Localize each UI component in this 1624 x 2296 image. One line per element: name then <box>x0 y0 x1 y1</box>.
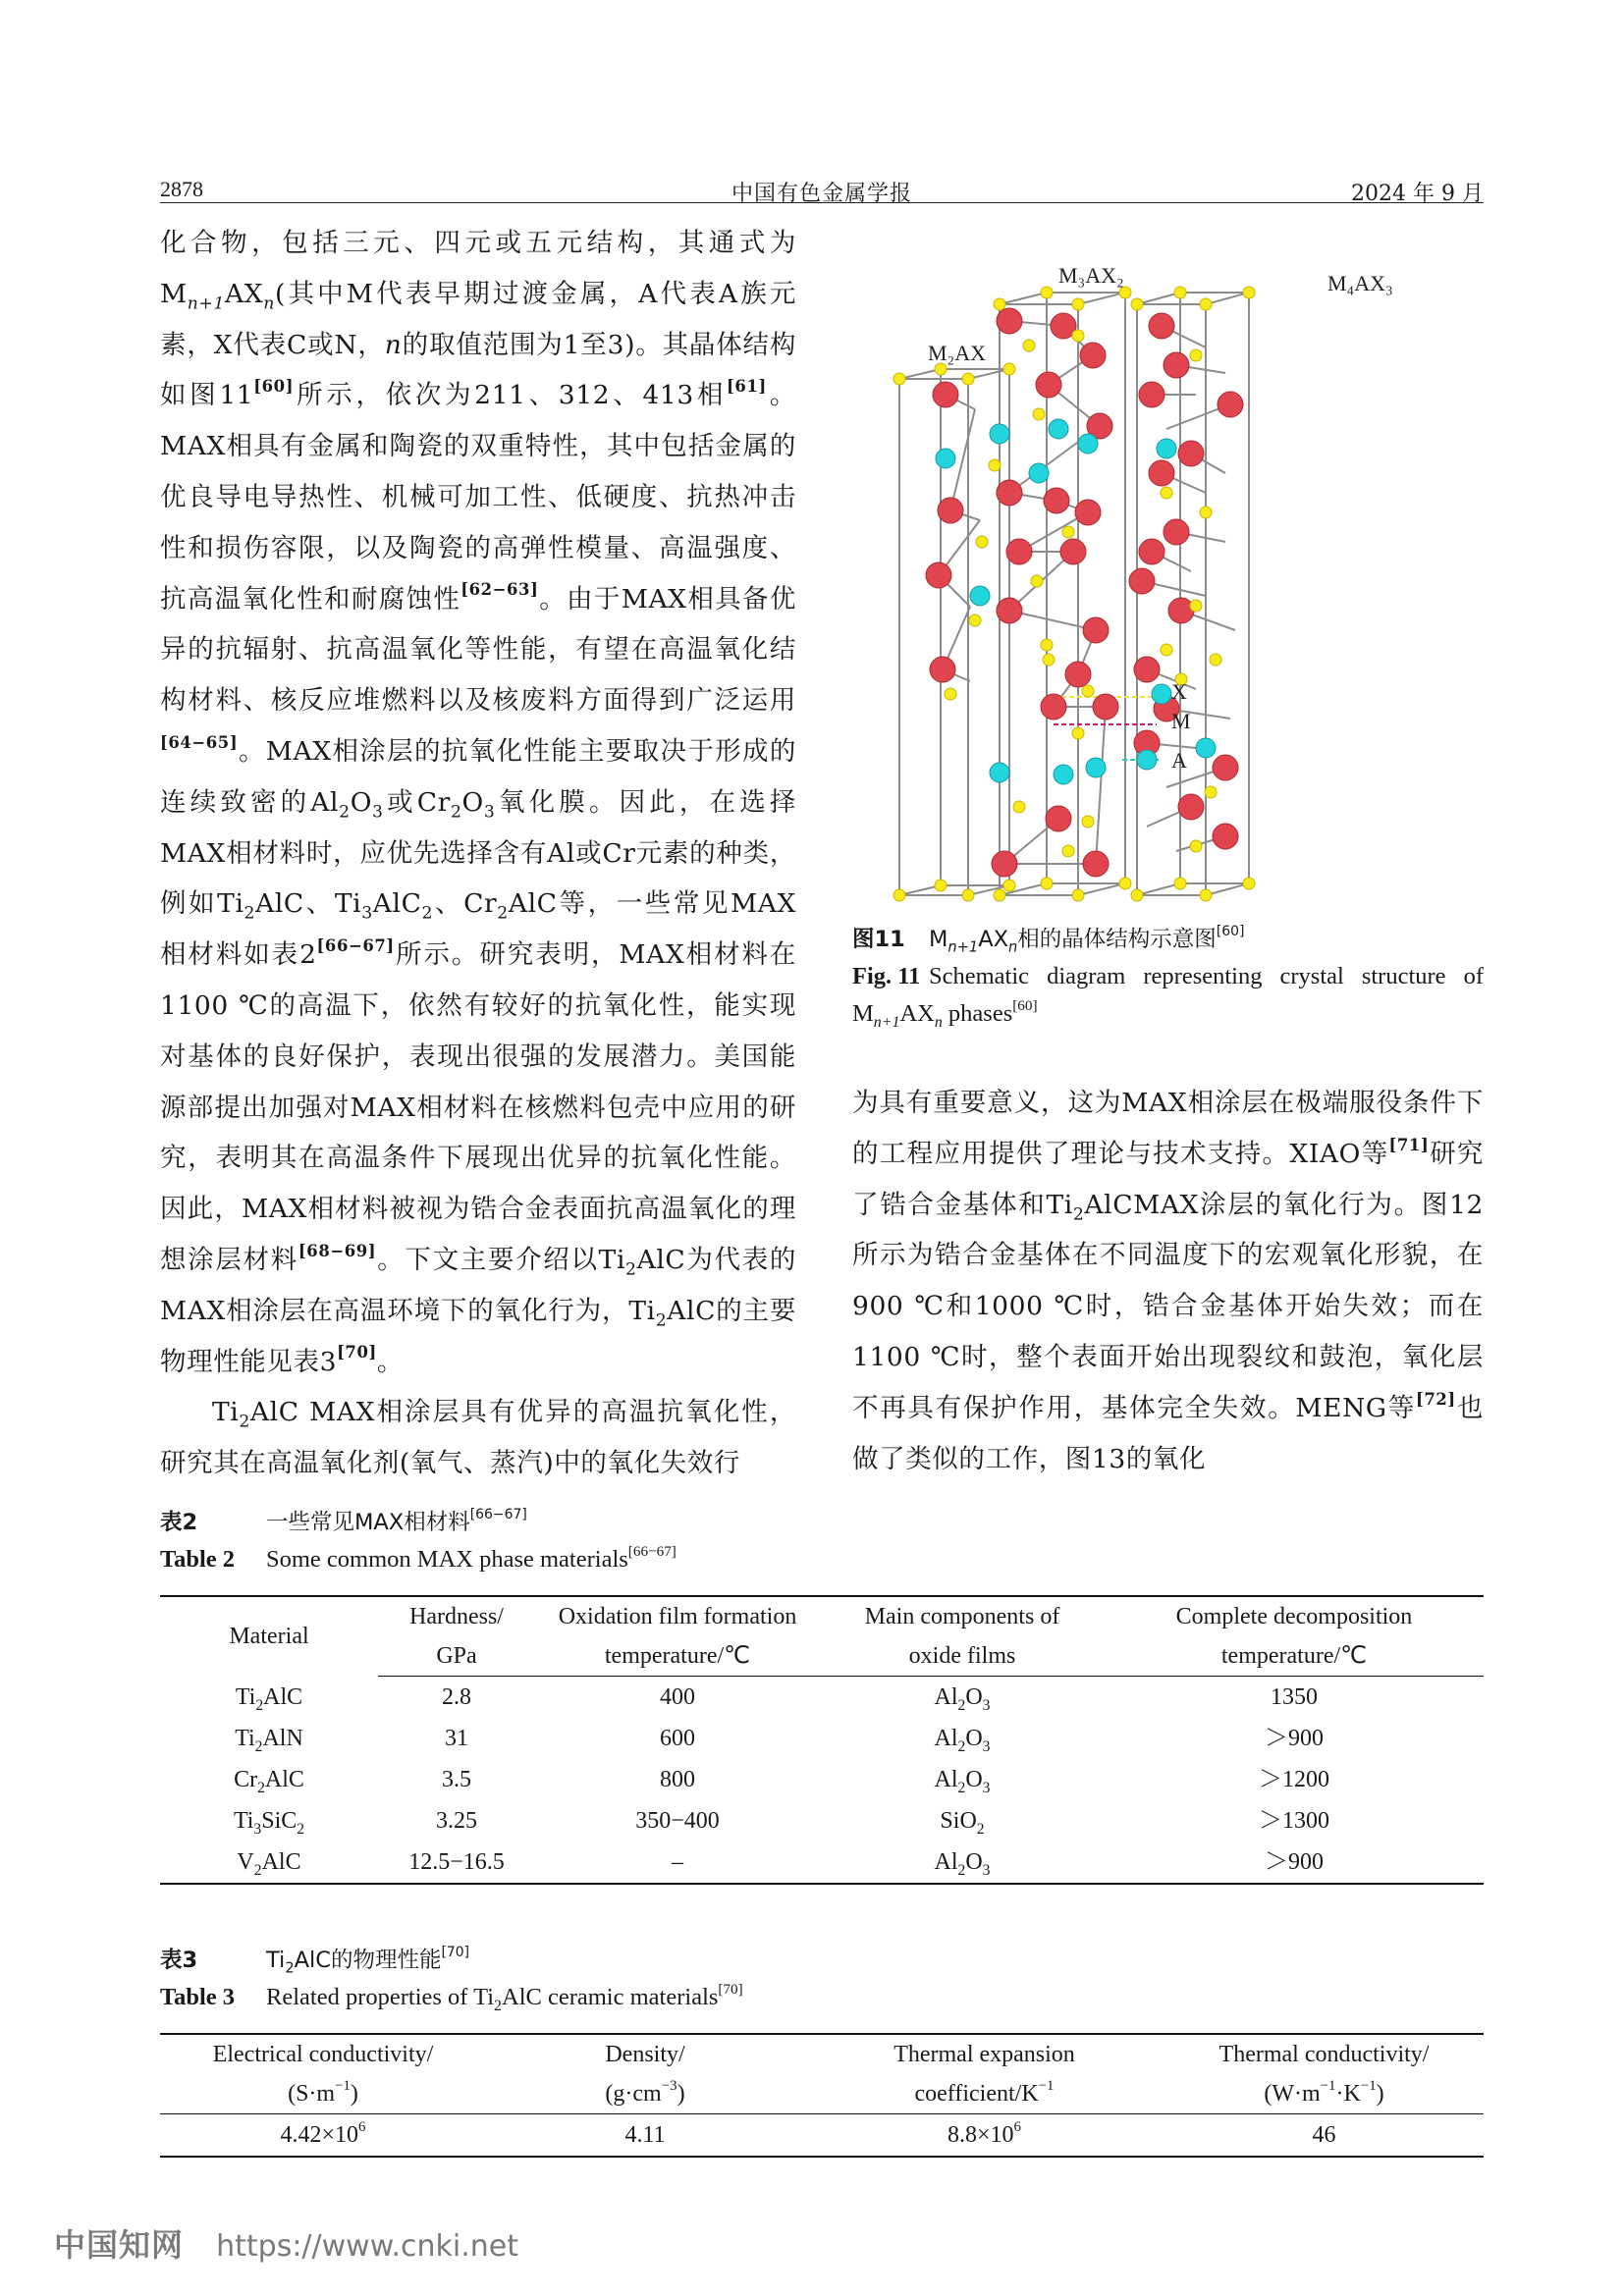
x-atom <box>1210 654 1221 666</box>
table3-header-expansion-unit: coefficient/$K^{-1}$ <box>804 2074 1164 2114</box>
m-atom <box>1164 352 1189 378</box>
legend-a-label: A <box>1171 748 1187 773</box>
cnki-logo: 中国知网 <box>54 2226 185 2264</box>
citation: [60] <box>253 377 295 397</box>
m-atom <box>933 382 958 407</box>
x-atom <box>1003 363 1015 375</box>
citation: [68−69] <box>298 1241 377 1260</box>
x-atom <box>1190 840 1202 852</box>
x-atom <box>1243 878 1255 889</box>
m4ax3-cell-edge <box>1206 883 1249 895</box>
m-atom <box>1075 500 1101 525</box>
x-atom <box>1082 685 1094 697</box>
table2-cell-hardness: 2.8 <box>442 1684 471 1710</box>
x-atom <box>1200 889 1212 901</box>
table2-cell-ox-temp: – <box>535 1842 820 1884</box>
m3ax2-cell-edge <box>1078 883 1125 895</box>
m4ax3-cell-edge <box>1206 293 1249 304</box>
x-atom <box>935 880 947 891</box>
table2-cell-material: $Ti_2AlN$ <box>235 1726 303 1755</box>
m-atom <box>1036 372 1061 398</box>
x-atom <box>1072 727 1084 739</box>
x-atom <box>1119 287 1131 298</box>
m-atom <box>938 498 963 523</box>
table3-header-thermal-cond: Thermal conductivity/ <box>1164 2034 1484 2074</box>
figure-caption-cn: 图11 $M_{n+1}AX_n$相的晶体结构示意图[60] <box>852 924 1245 956</box>
x-atom <box>1033 408 1045 420</box>
table-row <box>160 2114 1484 2158</box>
table2-cell-components: $Al_2O_3$ <box>934 1767 991 1796</box>
table2-header-hardness: Hardness/ <box>378 1596 535 1636</box>
table3-header-conductivity-unit: $(S\cdot m^{-1})$ <box>160 2074 486 2114</box>
table2 <box>160 1595 1484 1885</box>
table2-cell-material: $V_2AlC$ <box>160 1842 378 1884</box>
a-atom <box>936 449 955 468</box>
m4ax3-cell-edge <box>1137 293 1180 304</box>
m-atom <box>1164 519 1189 545</box>
left-column-text <box>160 218 796 1489</box>
table2-header-oxfilm-unit: temperature/℃ <box>535 1636 820 1677</box>
x-atom <box>945 688 956 700</box>
table2-cell-decomp: 1350 <box>1271 1684 1318 1710</box>
x-atom <box>1031 575 1043 587</box>
table3-caption-en: Table 3 Related properties of $Ti_2AlC$ ceramic materials[70] <box>160 1980 743 2014</box>
citation: [61] <box>727 377 767 397</box>
table2-cell-material: $Cr_2AlC$ <box>234 1767 304 1796</box>
x-atom <box>1200 507 1212 518</box>
table3-header-density-unit: $(g\cdot cm^{-3})$ <box>486 2074 804 2114</box>
table2-cell-material: $Ti_2AlC$ <box>235 1683 303 1714</box>
m-atom <box>1139 539 1164 564</box>
x-atom <box>1062 845 1074 857</box>
m-atom <box>1213 824 1238 849</box>
m-atom <box>1139 382 1164 407</box>
header-rule <box>160 202 1484 203</box>
table3-header-conductivity: Electrical conductivity/ <box>160 2034 486 2074</box>
x-atom <box>893 889 905 901</box>
x-atom <box>1174 878 1186 889</box>
m-atom <box>1213 755 1238 780</box>
citation: [66−67] <box>316 935 395 955</box>
x-atom <box>1003 880 1015 891</box>
table3-header-density: Density/ <box>486 2034 804 2074</box>
m-atom <box>1060 539 1086 564</box>
citation: [62−63] <box>460 580 539 600</box>
table2-caption-cn: 表2 一些常见MAX相材料[66−67] <box>160 1507 527 1535</box>
m-atom <box>1065 662 1091 687</box>
x-atom <box>1243 287 1255 298</box>
m-atom <box>1046 806 1071 831</box>
table2-header-decomp: Complete decomposition <box>1105 1596 1484 1636</box>
label-m4ax3: M₄AX₃ <box>1327 271 1393 295</box>
x-atom <box>976 536 988 548</box>
m-atom <box>1080 343 1106 368</box>
m-atom <box>1134 657 1160 682</box>
x-atom <box>1190 349 1202 361</box>
table-row <box>160 1759 1484 1800</box>
table2-cell-hardness: 31 <box>445 1726 468 1751</box>
table3-cell-density: 4.11 <box>486 2114 804 2158</box>
m-atom <box>997 480 1022 506</box>
table2-cell-ox-temp: 800 <box>660 1767 695 1792</box>
table2-cell-hardness: 3.5 <box>442 1767 471 1792</box>
table2-cell-ox-temp: 350−400 <box>635 1808 720 1834</box>
x-atom <box>1013 801 1025 813</box>
a-atom <box>1029 463 1049 483</box>
x-atom <box>1161 487 1172 499</box>
m-atom <box>1083 851 1109 877</box>
x-atom <box>1082 816 1094 828</box>
x-atom <box>893 373 905 385</box>
x-atom <box>962 889 974 901</box>
a-atom <box>970 586 990 606</box>
a-atom <box>990 763 1009 782</box>
table3-cell-conductivity: $4.42\times 10^6$ <box>160 2114 486 2158</box>
table-row <box>160 1677 1484 1719</box>
m-atom <box>1149 460 1174 486</box>
m3ax2-cell-edge <box>1078 293 1125 304</box>
x-atom <box>1190 600 1202 612</box>
m-atom <box>997 598 1022 623</box>
table2-header-decomp-unit: temperature/℃ <box>1105 1636 1484 1677</box>
m-atom <box>1178 441 1204 466</box>
citation: [72] <box>1415 1389 1456 1409</box>
cnki-link[interactable]: https://www.cnki.net <box>216 2229 519 2264</box>
a-atom <box>1137 750 1157 770</box>
a-atom <box>1086 758 1106 777</box>
x-atom <box>994 889 1005 901</box>
figure-caption-en: Fig. 11 Schematic diagram representing crystal structure of $M_{n+1}AX_n$ phases[60] <box>852 963 1484 1031</box>
table2-cell-material: $Ti_3SiC_2$ <box>233 1808 305 1838</box>
x-atom <box>989 459 1001 471</box>
cnki-footer <box>54 2220 518 2266</box>
x-atom <box>1174 287 1186 298</box>
a-atom <box>1049 419 1068 439</box>
m-atom <box>997 308 1022 334</box>
table2-cell-ox-temp: 400 <box>660 1684 695 1710</box>
x-atom <box>1062 526 1074 538</box>
table2-header-oxfilm: Oxidation film formation <box>535 1596 820 1636</box>
m3ax2-cell-edge <box>1000 293 1047 304</box>
x-atom <box>1119 878 1131 889</box>
m-atom <box>1093 694 1118 720</box>
paragraph: 化合物，包括三元、四元或五元结构，其通式为$M_{n+1}AX_n$(其中M代表早期过渡金属，A代表A族元素，X代表C或N，n的取值范围为1至3)。其晶体结构如图11[60]所示，依次为211、312、413相[61]。MAX相具有金属和陶瓷的双重特性，其中包括金属的优良导电导热性、机械可加工性、低硬度、抗热冲击性和损伤容限，以及陶瓷的高弹性模量、高温强度、抗高温氧化性和耐腐蚀性[62−63]。由于MAX相具备优异的抗辐射、抗高温氧化等性能，有望在高温氧化结构材料、核反应堆燃料以及核废料方面得到广泛运用[64−65]。MAX相涂层的抗氧化性能主要取决于形成的连续致密的$Al_2O_3$或$Cr_2O_3$氧化膜。因此，在选择MAX相材料时，应优先选择含有Al或Cr元素的种类，例如$Ti_2AlC$、$Ti_3AlC_2$、$Cr_2AlC$等，一些常见MAX相材料如表2[66−67]所示。研究表明，MAX相材料在1100 ℃的高温下，依然有较好的抗氧化性，能实现对基体的良好保护，表现出很强的发展潜力。美国能源部提出加强对MAX相材料在核燃料包壳中应用的研究，表明其在高温条件下展现出优异的抗氧化性能。因此，MAX相材料被视为锆合金表面抗高温氧化的理想涂层材料[68−69]。下文主要介绍以$Ti_2AlC$为代表的MAX相涂层在高温环境下的氧化行为，$Ti_2AlC$的主要物理性能见表3[70]。 <box>160 228 797 1377</box>
x-atom <box>1041 639 1053 651</box>
citation: [70] <box>337 1343 377 1362</box>
x-atom <box>1161 644 1172 656</box>
table2-cell-decomp: ＞900 <box>1105 1842 1484 1884</box>
legend-x-label: X <box>1171 679 1187 704</box>
x-atom <box>1131 889 1143 901</box>
page-number: 2878 <box>160 177 203 201</box>
a-atom <box>1152 684 1171 704</box>
x-atom <box>1131 298 1143 310</box>
table2-cell-components: SiO$_2$ <box>940 1808 985 1838</box>
x-atom <box>1200 298 1212 310</box>
table2-header-material: Material <box>160 1596 378 1677</box>
x-atom <box>969 614 981 626</box>
x-atom <box>962 373 974 385</box>
table2-header-components: Main components of <box>820 1596 1105 1636</box>
paragraph: $Ti_2AlC$ MAX相涂层具有优异的高温抗氧化性，研究其在高温氧化剂(氧气、蒸汽)中的氧化失效行 <box>160 1397 796 1479</box>
label-m3ax2: M₃AX₂ <box>1058 263 1124 288</box>
m-atom <box>1178 794 1204 820</box>
table2-cell-decomp: ＞900 <box>1265 1726 1324 1751</box>
bond <box>1096 707 1106 864</box>
x-atom <box>1205 786 1217 798</box>
table2-caption-en: Table 2 Some common MAX phase materials[66−67] <box>160 1542 677 1573</box>
table3 <box>160 2033 1484 2158</box>
table-row <box>160 1800 1484 1842</box>
table2-cell-hardness: 3.25 <box>436 1808 477 1834</box>
table-row <box>160 1842 1484 1884</box>
m-atom <box>1168 598 1194 623</box>
table2-cell-hardness: 12.5−16.5 <box>378 1842 535 1884</box>
figure-caption <box>852 921 1484 1033</box>
a-atom <box>1196 738 1216 758</box>
table2-cell-ox-temp: 600 <box>660 1726 695 1751</box>
table2-header-hardness-unit: GPa <box>378 1636 535 1677</box>
legend-m-label: M <box>1171 709 1191 733</box>
x-atom <box>1043 654 1055 666</box>
table3-header-expansion: Thermal expansion <box>804 2034 1164 2074</box>
table2-header-components-2: oxide films <box>820 1636 1105 1677</box>
table2-cell-decomp: ＞1200 <box>1259 1767 1329 1792</box>
m-atom <box>926 562 951 588</box>
running-header <box>160 173 1484 206</box>
table2-cell-decomp: ＞1300 <box>1259 1808 1329 1834</box>
m-atom <box>992 851 1017 877</box>
table2-cell-components: $Al_2O_3$ <box>934 1726 991 1755</box>
a-atom <box>1078 434 1098 454</box>
m-atom <box>1044 488 1069 513</box>
journal-name: 中国有色金属学报 <box>731 182 912 206</box>
m-atom <box>1129 568 1155 594</box>
table3-header-thermal-cond-unit: $(W\cdot m^{-1}\cdot K^{-1})$ <box>1164 2074 1484 2114</box>
x-atom <box>1023 340 1035 351</box>
x-atom <box>1072 330 1084 342</box>
x-atom <box>1072 889 1084 901</box>
right-column-text <box>852 1078 1484 1484</box>
m4ax3-cell-edge <box>1137 883 1180 895</box>
issue-date: 2024 年 9 月 <box>1351 182 1484 206</box>
m-atom <box>1149 313 1174 339</box>
a-atom <box>1157 439 1176 458</box>
x-atom <box>1072 298 1084 310</box>
paragraph: 为具有重要意义，这为MAX相涂层在极端服役条件下的工程应用提供了理论与技术支持。XIAO等[71]研究了锆合金基体和$Ti_2AlCMAX$涂层的氧化行为。图12所示为锆合金基体在不同温度下的宏观氧化形貌，在900 ℃和1000 ℃时，锆合金基体开始失效；而在1100 ℃时，整个表面开始出现裂纹和鼓泡，氧化层不再具有保护作用，基体完全失效。MENG等[72]也做了类似的工作，图13的氧化 <box>852 1088 1484 1474</box>
m-atom <box>1041 694 1066 720</box>
table3-caption <box>160 1942 743 2016</box>
table3-caption-cn: 表3 $Ti_2AlC$的物理性能[70] <box>160 1945 470 1977</box>
x-atom <box>1041 878 1053 889</box>
a-atom <box>1054 765 1073 784</box>
table2-cell-components: $Al_2O_3$ <box>820 1842 1105 1884</box>
x-atom <box>994 298 1005 310</box>
m-atom <box>930 657 955 682</box>
table2-cell-components: $Al_2O_3$ <box>934 1684 991 1714</box>
table3-cell-expansion: $8.8\times 10^6$ <box>804 2114 1164 2158</box>
m-atom <box>1218 392 1243 417</box>
citation: [71] <box>1388 1135 1430 1154</box>
table3-cell-thermal-cond: 46 <box>1164 2114 1484 2158</box>
table2-caption <box>160 1504 677 1578</box>
label-m2ax: M₂AX <box>928 341 987 365</box>
citation: [64−65] <box>160 732 239 752</box>
bond <box>1009 611 1096 630</box>
table-row <box>160 1718 1484 1759</box>
a-atom <box>990 424 1009 444</box>
m-atom <box>1006 539 1032 564</box>
crystal-structure-diagram <box>852 257 1484 913</box>
x-atom <box>1041 287 1053 298</box>
m-atom <box>1083 617 1109 643</box>
crystal-structure-figure <box>852 257 1484 913</box>
